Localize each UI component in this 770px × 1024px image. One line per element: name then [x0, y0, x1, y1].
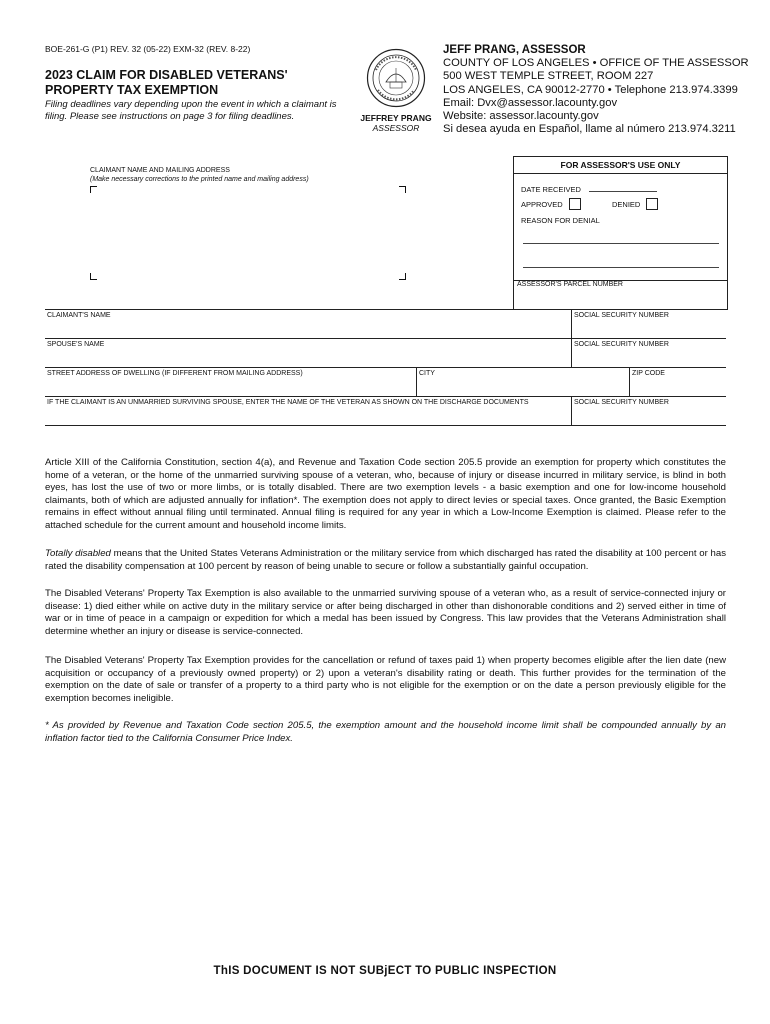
ssn-label: SOCIAL SECURITY NUMBER: [574, 399, 669, 406]
field-divider: [45, 396, 726, 397]
denied-checkbox[interactable]: [646, 198, 658, 210]
form-title-line2: PROPERTY TAX EXEMPTION: [45, 83, 219, 97]
claimant-name-label: CLAIMANT'S NAME: [47, 312, 111, 319]
mailing-sublabel: (Make necessary corrections to the printed name and mailing address): [90, 176, 309, 183]
spouse-ssn-input[interactable]: [574, 350, 724, 366]
ssn-label: SOCIAL SECURITY NUMBER: [574, 312, 669, 319]
field-divider: [45, 425, 726, 426]
street-address-label: STREET ADDRESS OF DWELLING (IF DIFFERENT FROM MAILING ADDRESS): [47, 370, 303, 377]
address-corner-mark: [399, 186, 406, 193]
address-corner-mark: [90, 273, 97, 280]
field-separator: [571, 309, 572, 367]
city-input[interactable]: [419, 379, 627, 395]
assessor-name: JEFF PRANG, ASSESSOR: [443, 44, 586, 56]
form-code: BOE-261-G (P1) REV. 32 (05-22) EXM-32 (REV. 8-22): [45, 44, 251, 54]
field-divider: [45, 309, 726, 310]
reason-for-denial-label: REASON FOR DENIAL: [521, 216, 600, 225]
reason-line[interactable]: [523, 267, 719, 268]
office-line: 500 WEST TEMPLE STREET, ROOM 227: [443, 70, 654, 83]
deadline-note: Filing deadlines vary depending upon the event in which a claimant is filing. Please see instructions on page 3 for filing deadlines.: [45, 99, 337, 122]
zip-code-label: ZIP CODE: [632, 370, 665, 377]
form-title-line1: 2023 CLAIM FOR DISABLED VETERANS': [45, 68, 288, 82]
spouse-name-input[interactable]: [47, 350, 569, 366]
claimant-name-input[interactable]: [47, 321, 569, 337]
parcel-number-field[interactable]: [513, 279, 728, 310]
footnote-inflation: * As provided by Revenue and Taxation Code section 205.5, the exemption amount and the household income limit shall be compounded annually by an inflation factor tied to the California Consumer Price Index.: [45, 720, 726, 744]
parcel-number-label: ASSESSOR'S PARCEL NUMBER: [517, 281, 623, 288]
county-seal-icon: [366, 48, 426, 108]
zip-code-input[interactable]: [632, 379, 724, 395]
city-label: CITY: [419, 370, 435, 377]
office-line: LOS ANGELES, CA 90012-2770 • Telephone 213.974.3399: [443, 83, 738, 96]
street-address-input[interactable]: [47, 379, 414, 395]
office-email: Email: Dvx@assessor.lacounty.gov: [443, 96, 618, 109]
form-title: [45, 68, 345, 98]
paragraph-surviving-spouse: The Disabled Veterans' Property Tax Exemption is also available to the unmarried surviving spouse of a veteran who, as a result of service-connected injury or disease: 1) died either while on active duty in the military service or after being discharged in other than dishonorable conditions and 2) served either in time of war or in time of peace in a campaign or expedition for which a medal has been issued by Congress. This law provides that the Veterans Administration shall determine whether an injury or disease is service-connected.: [45, 588, 726, 637]
paragraph-article-xiii: Article XIII of the California Constitution, section 4(a), and Revenue and Taxation Code section 205.5 provide an exemption for property which constitutes the home of a veteran, or the home of the unmarried surviving spouse of a veteran, who, because of injury or disease incurred in military service, is blind in both eyes, has lost the use of two or more limbs, or is totally disabled. There are two exemption levels - a basic exemption and one for low-income household claimants, both of which are adjusted annually for inflation*. The exemption does not apply to direct levies or special taxes. Once granted, the Basic Exemption remains in effect without annual filing until terminated. Annual filing is required for any year in which a Low-Income Exemption is claimed. Please refer to the attached schedule for the current amount and household income limits.: [45, 457, 726, 531]
seal-name: JEFFREY PRANG: [360, 113, 432, 123]
seal-title: ASSESSOR: [372, 123, 420, 133]
definition-text: means that the United States Veterans Administration or the military service from which discharged has rated the disability at 100 percent or has rated the disability compensation at 100 percent by reason of being unable to secure or follow a substantially gainful occupation.: [45, 548, 727, 572]
field-divider: [45, 367, 726, 368]
denied-label: DENIED: [612, 200, 641, 209]
paragraph-cancellation-refund: The Disabled Veterans' Property Tax Exemption provides for the cancellation or refund of taxes paid 1) when property becomes eligible after the lien date (new acquisition or occupancy of a previously owned property) or 2) upon a veteran's disability rating or death. This further provides for the termination of the exemption on the date of sale or transfer of a property to a third party who is not eligible for the exemption or on the date a person previously eligible for the exemption becomes ineligible.: [45, 655, 726, 704]
office-address: [443, 44, 749, 136]
field-separator: [571, 396, 572, 425]
paragraph-totally-disabled: [45, 548, 726, 573]
term-totally-disabled: Totally disabled: [45, 548, 111, 559]
veteran-name-label: IF THE CLAIMANT IS AN UNMARRIED SURVIVING SPOUSE, ENTER THE NAME OF THE VETERAN AS SHOWN ON THE DISCHARGE DOCUMENTS: [47, 399, 529, 406]
field-divider: [45, 338, 726, 339]
assessor-use-header: FOR ASSESSOR'S USE ONLY: [514, 157, 727, 174]
mailing-address-label: [90, 166, 309, 184]
approved-checkbox[interactable]: [569, 198, 581, 210]
office-spanish-help: Si desea ayuda en Español, llame al número 213.974.3211: [443, 123, 736, 136]
claimant-ssn-input[interactable]: [574, 321, 724, 337]
office-website: Website: assessor.lacounty.gov: [443, 110, 599, 123]
address-corner-mark: [399, 273, 406, 280]
confidentiality-notice: ThIS DOCUMENT IS NOT SUBjECT TO PUBLIC INSPECTION: [213, 965, 557, 977]
date-received-field[interactable]: [589, 191, 657, 192]
assessor-use-box: [513, 156, 728, 281]
spouse-name-label: SPOUSE'S NAME: [47, 341, 105, 348]
veteran-name-input[interactable]: [47, 408, 569, 424]
field-separator: [416, 367, 417, 396]
field-separator: [629, 367, 630, 396]
approved-label: APPROVED: [521, 200, 563, 209]
date-received-label: DATE RECEIVED: [521, 185, 581, 194]
ssn-label: SOCIAL SECURITY NUMBER: [574, 341, 669, 348]
reason-line[interactable]: [523, 243, 719, 244]
mailing-label: CLAIMANT NAME AND MAILING ADDRESS: [90, 167, 230, 174]
address-corner-mark: [90, 186, 97, 193]
veteran-ssn-input[interactable]: [574, 408, 724, 424]
office-line: COUNTY OF LOS ANGELES • OFFICE OF THE ASSESSOR: [443, 57, 749, 70]
